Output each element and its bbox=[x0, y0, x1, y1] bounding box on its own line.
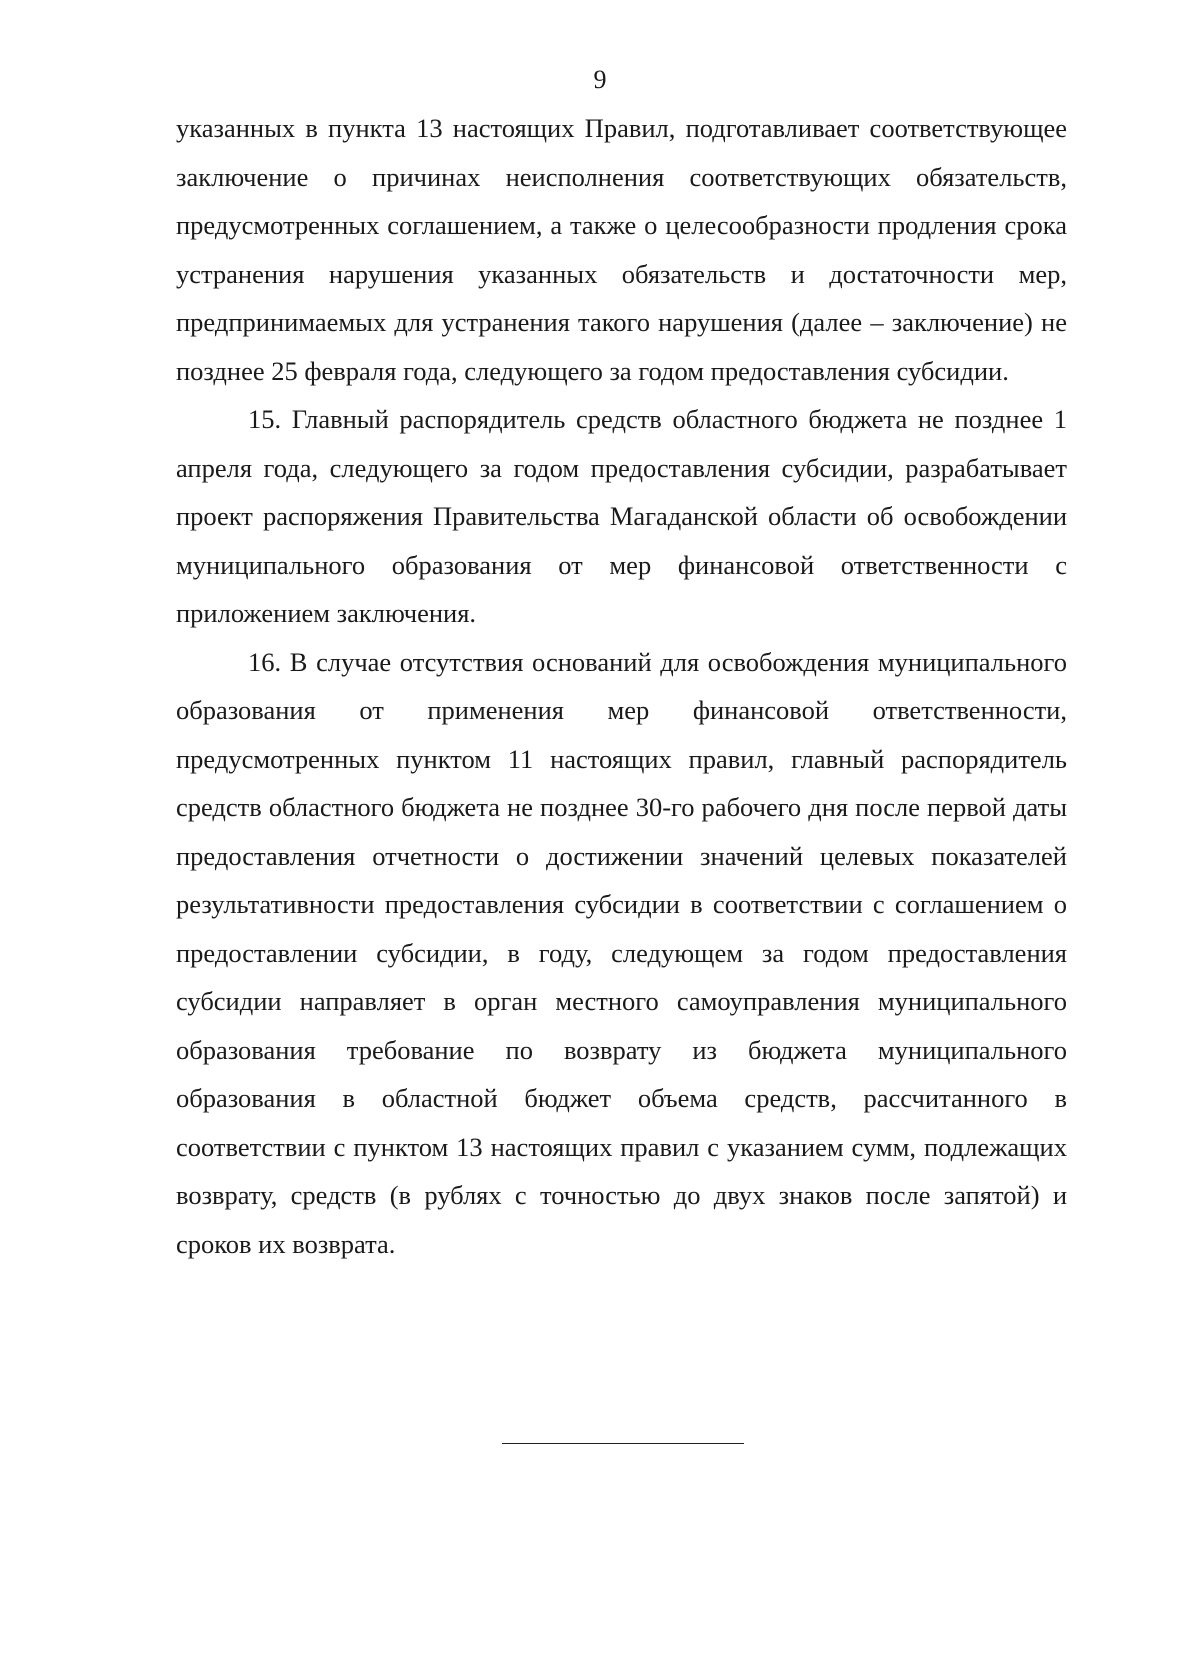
paragraph-continuation: указанных в пункта 13 настоящих Правил, подготавливает соответствующее заключение о причинах неисполнения соответствующих обязательств, предусмотренных соглашением, а также о целесообразности продления срока устранения нарушения указанных обязательств и достаточности мер, предпринимаемых для устранения такого нарушения (далее – заключение) не позднее 25 февраля года, следующего за годом предоставления субсидии. bbox=[176, 113, 1067, 386]
page-number: 9 bbox=[593, 65, 607, 94]
document-body bbox=[176, 104, 1067, 1268]
paragraph-16: 16. В случае отсутствия оснований для освобождения муниципального образования от применения мер финансовой ответственности, предусмотренных пунктом 11 настоящих правил, главный распорядитель средств областного бюджета не позднее 30-го рабочего дня после первой даты предоставления отчетности о достижении значений целевых показателей результативности предоставления субсидии в соответствии с соглашением о предоставлении субсидии, в году, следующем за годом предоставления субсидии направляет в орган местного самоуправления муниципального образования требование по возврату из бюджета муниципального образования в областной бюджет объема средств, рассчитанного в соответствии с пунктом 13 настоящих правил с указанием сумм, подлежащих возврату, средств (в рублях с точностью до двух знаков после запятой) и сроков их возврата. bbox=[176, 646, 1067, 1259]
paragraph-15: 15. Главный распорядитель средств областного бюджета не позднее 1 апреля года, следующего за годом предоставления субсидии, разрабатывает проект распоряжения Правительства Магаданской области об освобождении муниципального образования от мер финансовой ответственности с приложением заключения. bbox=[176, 404, 1067, 628]
end-of-document-rule bbox=[502, 1443, 744, 1444]
